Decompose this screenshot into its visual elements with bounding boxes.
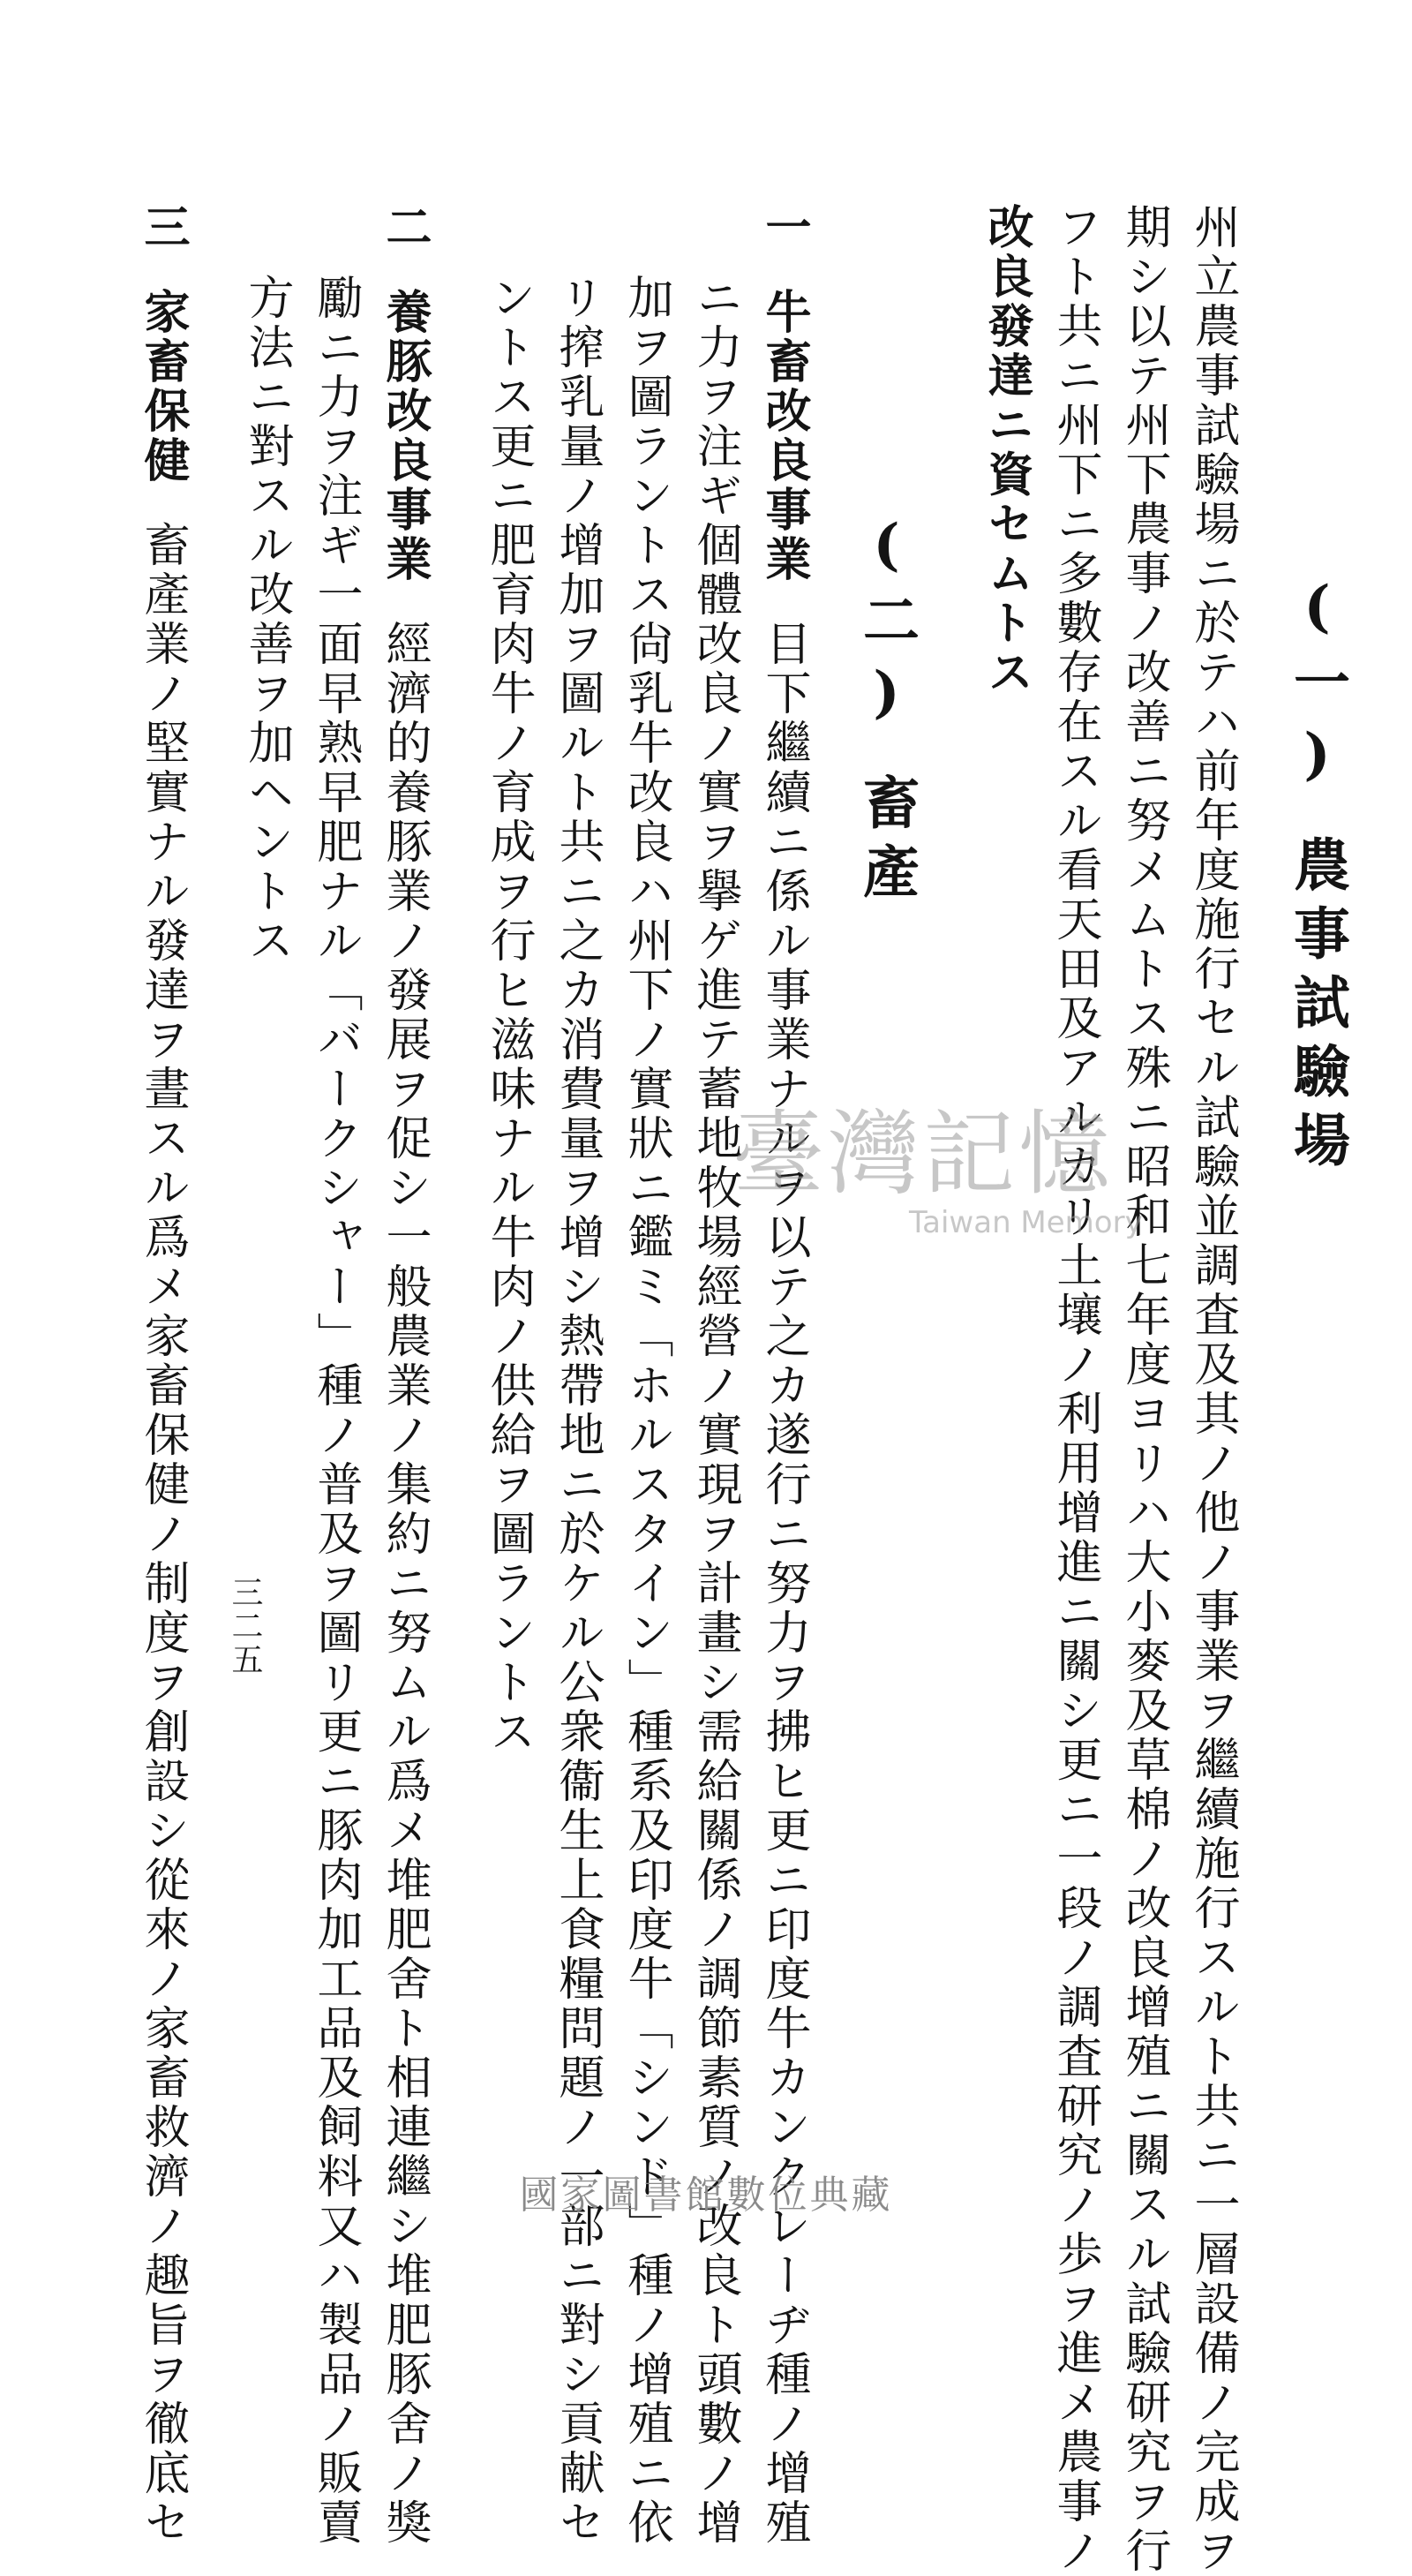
library-footer: 國家圖書館數位典藏 xyxy=(519,2173,893,2218)
watermark-logo-text: 臺灣記憶 xyxy=(732,1100,1115,1208)
section-one-title xyxy=(1284,574,1350,1179)
section-one-marker: (一) xyxy=(1284,574,1350,800)
page-number: 三二五 xyxy=(227,1576,263,1676)
watermark-logo-subtext: Taiwan Memory xyxy=(909,1205,1143,1240)
item-three-heading: 家畜保健 xyxy=(136,288,190,486)
item-two-line-2: 勵ニ力ヲ注ギ一面早熟早肥ナル「バークシャー」種ノ普及ヲ圖リ更ニ豚肉加工品及飼料又ハ製品ノ販賣 xyxy=(309,274,362,2548)
section-one-line-3: フト共ニ州下ニ多數存在スル看天田及アルカリ土壤ノ利用增進ニ關シ更ニ一段ノ調査研究ノ歩ヲ進メ農事ノ xyxy=(1048,203,1101,2576)
section-two-marker: (二) xyxy=(853,512,920,738)
item-one-heading: 牛畜改良事業 xyxy=(757,288,811,584)
item-one-line-5: ントス更ニ肥育肉牛ノ育成ヲ行ヒ滋味ナル牛肉ノ供給ヲ圖ラントス xyxy=(482,274,535,1757)
item-three-number: 三 xyxy=(136,203,190,252)
item-one-number: 一 xyxy=(757,203,811,252)
item-three-line-1: 畜產業ノ堅實ナル發達ヲ晝スル爲メ家畜保健ノ制度ヲ創設シ從來ノ家畜救濟ノ趣旨ヲ徹底セ xyxy=(136,521,189,2548)
item-two-number: 二 xyxy=(378,203,432,252)
item-two-line-3: 方法ニ對スル改善ヲ加ヘントス xyxy=(240,274,293,966)
section-one-line-4: 改良發達ニ資セムトス xyxy=(980,203,1033,697)
section-one-title-text: 農事試驗場 xyxy=(1284,835,1350,1179)
section-one-line-2: 期シ以テ州下農事ノ改善ニ努メムトス殊ニ昭和七年度ヨリハ大小麥及草棉ノ改良增殖ニ關スル試驗研究ヲ行 xyxy=(1117,203,1170,2576)
section-two-title xyxy=(853,512,920,911)
section-two-title-text: 畜產 xyxy=(853,773,920,911)
item-two-line-1: 經濟的養豚業ノ發展ヲ促シ一般農業ノ集約ニ努ムル爲メ堆肥舍ト相連繼シ堆肥豚舍ノ獎 xyxy=(378,620,431,2548)
item-one-line-3: 加ヲ圖ラントス尙乳牛改良ハ州下ノ實狀ニ鑑ミ「ホルスタイン」種系及印度牛「シンド」種ノ增殖ニ依 xyxy=(620,274,672,2548)
item-two-heading: 養豚改良事業 xyxy=(378,288,432,584)
item-one-line-4: リ搾乳量ノ增加ヲ圖ルト共ニ之カ消費量ヲ增シ熱帶地ニ於ケル公衆衞生上食糧問題ノ一部ニ對シ貢献セ xyxy=(551,274,604,2548)
item-one-line-1: 目下繼續ニ係ル事業ナルヲ以テ之カ遂行ニ努力ヲ拂ヒ更ニ印度牛カンクレーヂ種ノ增殖 xyxy=(757,620,810,2548)
item-one-line-2: ニ力ヲ注ギ個體改良ノ實ヲ擧ゲ進テ蓄地牧場經營ノ實現ヲ計畫シ需給關係ノ調節素質ノ改良ト頭數ノ增 xyxy=(688,274,741,2548)
section-one-line-1: 州立農事試驗場ニ於テハ前年度施行セル試驗並調査及其ノ他ノ事業ヲ繼續施行スルト共ニ一層設備ノ完成ヲ xyxy=(1186,203,1239,2576)
